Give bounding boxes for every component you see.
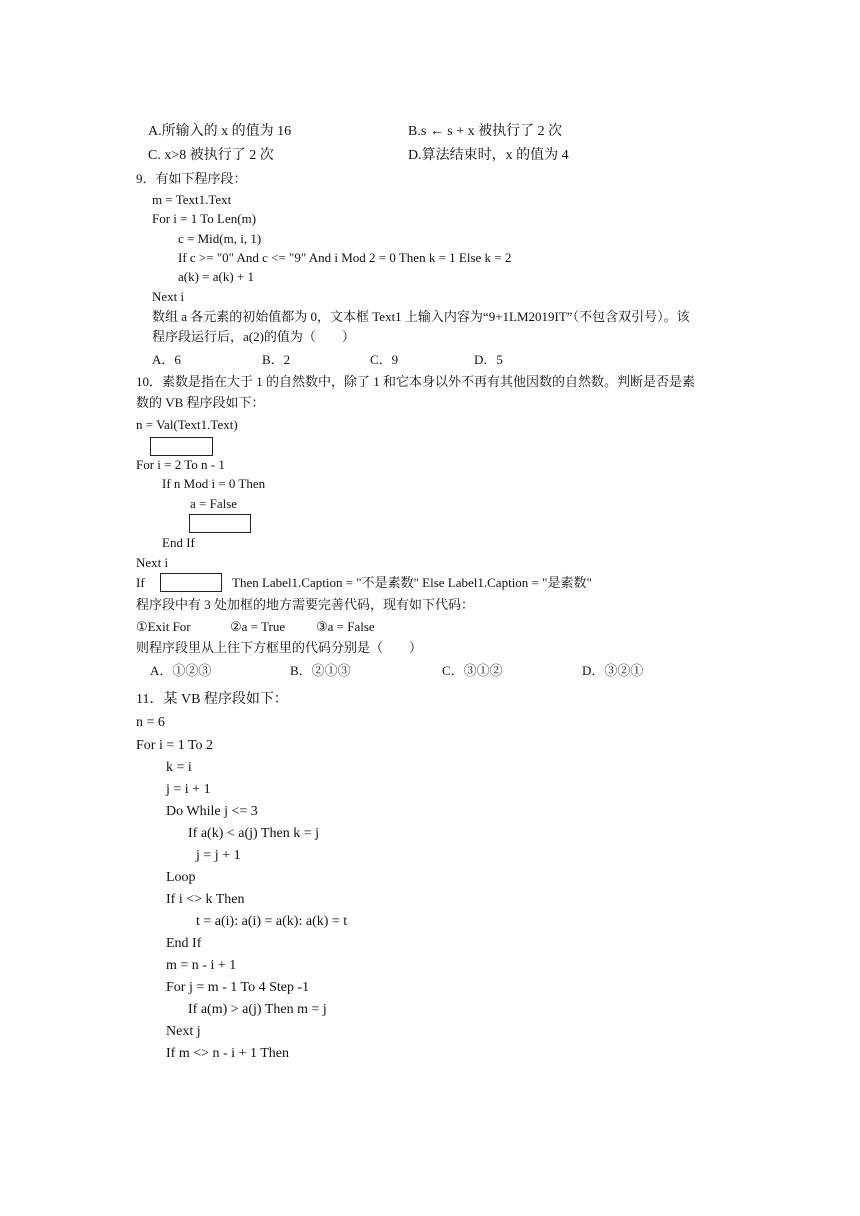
- q10-code-line: End If: [162, 535, 195, 550]
- q10-code-line: If: [136, 575, 145, 590]
- q10-choice-3: ③a = False: [316, 619, 375, 634]
- q10-stem: 10．素数是指在大于 1 的自然数中，除了 1 和它本身以外不再有其他因数的自然数。判断是否是素: [136, 374, 696, 389]
- q10-option-a: A．①②③: [150, 663, 212, 678]
- q11-code-line: k = i: [166, 760, 192, 775]
- q11-code-line: If i <> k Then: [166, 892, 245, 907]
- q11-stem: 11．某 VB 程序段如下：: [136, 692, 288, 707]
- q10-option-b: B．②①③: [290, 663, 351, 678]
- q10-description: 程序段中有 3 处加框的地方需要完善代码，现有如下代码：: [136, 597, 475, 612]
- q10-code-line: Then Label1.Caption = "不是素数" Else Label1.Caption = "是素数": [232, 575, 592, 590]
- q10-code-line: Next i: [136, 555, 169, 570]
- q10-code-line: n = Val(Text1.Text): [136, 417, 238, 432]
- q11-code-line: If a(m) > a(j) Then m = j: [188, 1002, 327, 1017]
- q9-option-d: D．5: [474, 352, 503, 367]
- q9-code-line: c = Mid(m, i, 1): [178, 231, 262, 246]
- q10-question: 则程序段里从上往下方框里的代码分别是（ ）: [136, 640, 423, 655]
- q9-code-line: m = Text1.Text: [152, 192, 232, 207]
- q10-code-line: If n Mod i = 0 Then: [162, 476, 266, 491]
- q10-choice-2: ②a = True: [230, 619, 286, 634]
- q10-option-d: D．③②①: [582, 663, 644, 678]
- q9-stem: 9．有如下程序段：: [136, 171, 247, 186]
- q9-code-line: a(k) = a(k) + 1: [178, 269, 255, 284]
- q11-code-line: For j = m - 1 To 4 Step -1: [166, 980, 310, 995]
- q9-description: 数组 a 各元素的初始值都为 0，文本框 Text1 上输入内容为“9+1LM2019IT”（不包含双引号）。该: [152, 309, 690, 324]
- q11-code-line: If a(k) < a(j) Then k = j: [188, 826, 319, 841]
- q11-code-line: End If: [166, 936, 202, 951]
- q9-code-line: Next i: [152, 289, 185, 304]
- q10-code-line: For i = 2 To n - 1: [136, 457, 225, 472]
- q11-code-line: If m <> n - i + 1 Then: [166, 1046, 289, 1061]
- q11-code-line: j = i + 1: [166, 782, 211, 797]
- q8-option-b: B.s ← s + x 被执行了 2 次: [408, 124, 563, 139]
- q11-code-line: m = n - i + 1: [166, 958, 237, 973]
- q9-question: 程序段运行后，a(2)的值为（ ）: [152, 329, 355, 344]
- q10-blank-box-3: [160, 573, 222, 592]
- q8-option-c: C. x>8 被执行了 2 次: [148, 148, 274, 163]
- q10-stem: 数的 VB 程序段如下：: [136, 395, 265, 410]
- q11-code-line: j = j + 1: [196, 848, 241, 863]
- q10-blank-box-1: [150, 437, 213, 456]
- q9-code-line: For i = 1 To Len(m): [152, 211, 257, 226]
- q8-option-d: D.算法结束时，x 的值为 4: [408, 148, 569, 163]
- q10-blank-box-2: [189, 514, 251, 533]
- q9-option-c: C．9: [370, 352, 399, 367]
- q11-code-line: Do While j <= 3: [166, 804, 258, 819]
- q8-option-a: A.所输入的 x 的值为 16: [148, 124, 292, 139]
- q11-code-line: n = 6: [136, 715, 165, 730]
- q11-code-line: Next j: [166, 1024, 201, 1039]
- q10-option-c: C．③①②: [442, 663, 503, 678]
- q9-option-b: B．2: [262, 352, 291, 367]
- q10-code-line: a = False: [190, 496, 238, 511]
- q10-choice-1: ①Exit For: [136, 619, 191, 634]
- q9-option-a: A．6: [152, 352, 181, 367]
- q9-code-line: If c >= "0" And c <= "9" And i Mod 2 = 0 Then k = 1 Else k = 2: [178, 250, 512, 265]
- q11-code-line: Loop: [166, 870, 196, 885]
- q11-code-line: For i = 1 To 2: [136, 738, 214, 753]
- q11-code-line: t = a(i): a(i) = a(k): a(k) = t: [196, 914, 348, 929]
